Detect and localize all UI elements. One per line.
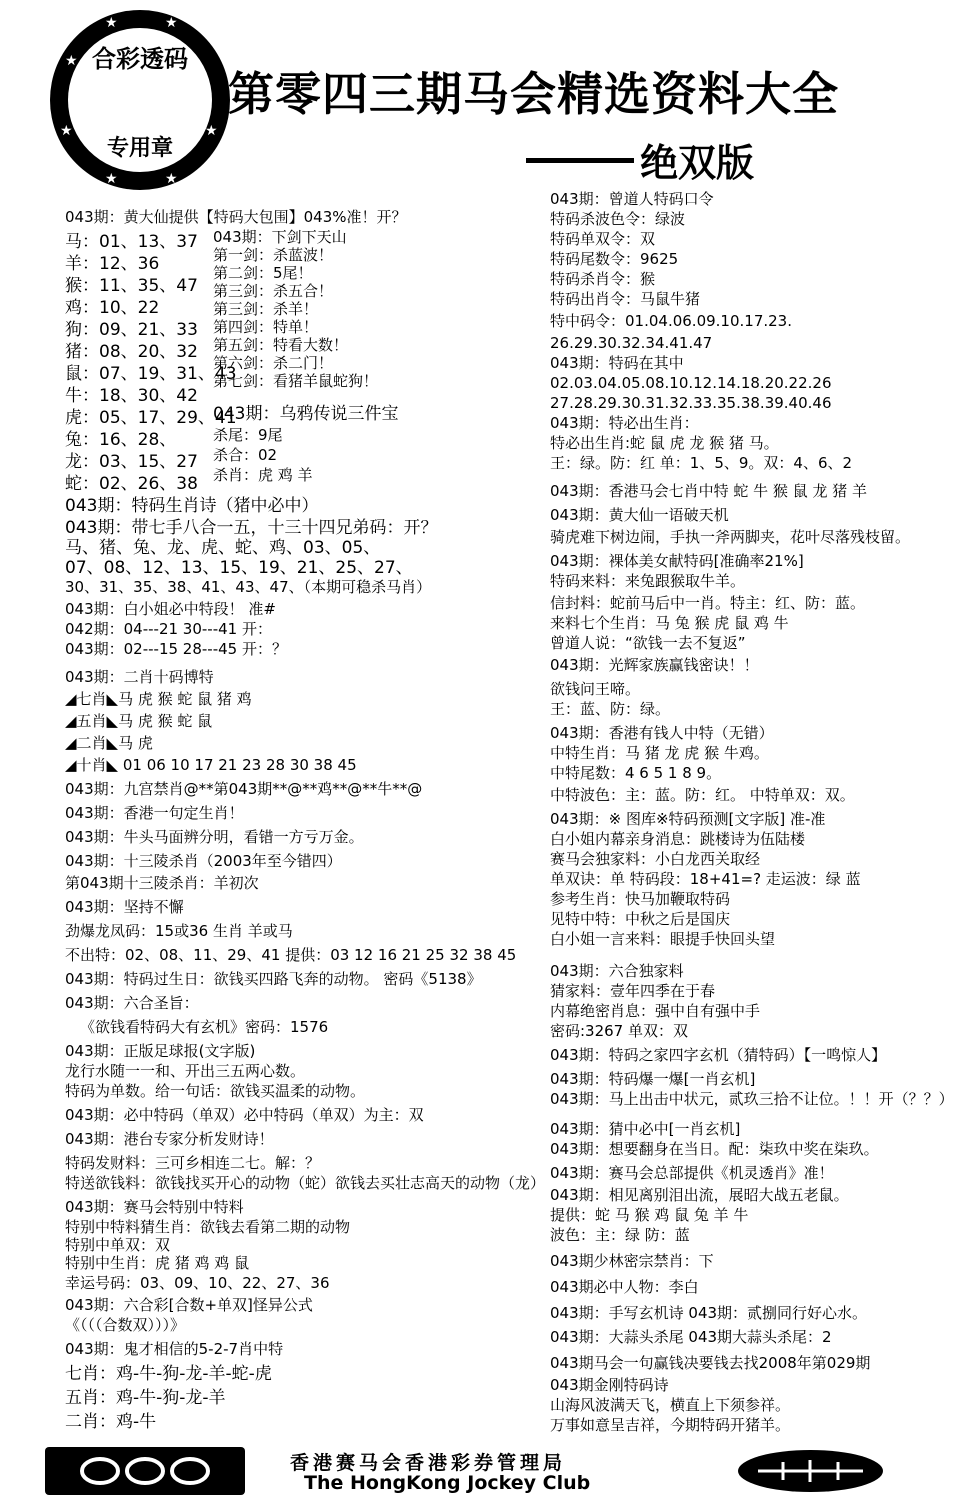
right-text-line: 密码:3267 单双：双 [550,1022,688,1040]
left-text-line: 《（（（合数双）））》 [65,1316,186,1334]
left-text-line: 特码发财料：三可乡相连二七。解：？ [65,1154,321,1172]
left-text-line: 鼠：07、19、31、43 [65,364,237,384]
left-text-line: 043期：九宫禁肖@**第043期**@**鸡**@**牛**@ [65,780,423,798]
left-text-line: ◢十肖◣ 01 06 10 17 21 23 28 30 38 45 [65,756,357,774]
page-subtitle: 绝双版 [640,141,755,185]
right-text-line: 特码杀波色令：绿波 [550,210,686,228]
right-text-line: 内幕绝密肖息：强中自有强中手 [550,1002,761,1020]
left-text-line: 043期：香港一句定生肖！ [65,804,244,822]
right-text-line: 万事如意呈吉祥，今期特码开猪羊。 [550,1416,791,1434]
left-text-line: 特别中特料猜生肖：欲钱去看第二期的动物 [65,1218,351,1236]
left-text-line: 特码为单数。给一句话：欲钱买温柔的动物。 [65,1082,366,1100]
left-text-line: 第五剑：特看大数！ [213,336,349,354]
left-text-line: 羊：12、36 [65,254,160,274]
left-text-line: 043期：六合圣旨： [65,994,199,1012]
right-text-line: 043期：※ 图库※特码预测[文字版] 准-准 [550,810,826,828]
right-text-line: 043期：香港有钱人中特（无错） [550,724,774,742]
seal-star: ★ [205,123,218,139]
left-text-line: 幸运号码：03、09、10、22、27、36 [65,1274,330,1292]
left-text-line: ◢五肖◣马 虎 猴 蛇 鼠 [65,712,213,730]
left-text-line: 特送欲钱料：欲钱找买开心的动物（蛇）欲钱去买壮志高天的动物（龙） [65,1174,546,1192]
left-text-line: 043期：赛马会特别中特料 [65,1198,244,1216]
right-text-line: 043期少林密宗禁肖：下 [550,1252,714,1270]
right-text-line: 043期：相见离别泪出流，展昭大战五老鼠。 [550,1186,849,1204]
right-text-line: 043期：猜中必中[一肖玄机] [550,1120,741,1138]
right-text-line: 特码尾数令：9625 [550,250,679,268]
left-text-line: 043期：十三陵杀肖（2003年至今错四） [65,852,342,870]
left-text-line: 劲爆龙凤码：15或36 生肖 羊或马 [65,922,293,940]
left-text-line: 特别中生肖：虎 猪 鸡 鸡 鼠 [65,1254,250,1272]
seal-bottom-text: 专用章 [106,135,174,161]
right-text-line: 043期：裸体美女献特码[准确率21%] [550,552,804,570]
right-text-line: 27.28.29.30.31.32.33.35.38.39.40.46 [550,394,832,412]
left-text-line: 30、31、35、38、41、43、47、（本期可稳杀马肖） [65,578,432,596]
seal-star: ★ [165,171,178,187]
right-text-line: 043期马会一句赢钱决要钱去找2008年第029期 [550,1354,871,1372]
left-text-line: 043期：02---15 28---45 开：？ [65,640,287,658]
right-text-line: 043期：特码在其中 [550,354,684,372]
left-text-line: 特别中单双：双 [65,1236,171,1254]
left-text-line: 043期：二肖十码博特 [65,668,214,686]
right-text-line: 赛马会独家料：小白龙西关取经 [550,850,761,868]
page-title: 第零四三期马会精选资料大全 [228,67,839,121]
footer-en-name: The HongKong Jockey Club [304,1472,591,1494]
right-text-line: 043期：赛马会总部提供《机灵透肖》准！ [550,1164,834,1182]
left-text-line: 猪：08、20、32 [65,342,198,362]
left-text-line: 043期：白小姐必中特段！ 准# [65,600,276,618]
left-text-line: 龙：03、15、27 [65,452,198,472]
left-text-line: ◢七肖◣马 虎 猴 蛇 鼠 猪 鸡 [65,690,252,708]
left-text-line: 五肖：鸡-牛-狗-龙-羊 [65,1388,226,1408]
left-text-line: 《欲钱看特码大有玄机》密码：1576 [80,1018,329,1036]
left-text-line: 马、猪、兔、龙、虎、蛇、鸡、03、05、 [65,538,381,558]
left-text-line: 第六剑：杀二门！ [213,354,334,372]
left-text-line: ◢二肖◣马 虎 [65,734,153,752]
right-text-line: 白小姐一言来料：眼提手快回头望 [550,930,776,948]
right-text-line: 特码杀肖令：猴 [550,270,656,288]
right-text-line: 曾道人说：“欲钱一去不复返” [550,634,746,652]
right-text-line: 043期：光辉家族赢钱密诀！！ [550,656,759,674]
right-text-line: 043期：曾道人特码口令 [550,190,714,208]
left-text-line: 第三剑：杀羊！ [213,300,319,318]
left-text-line: 第一剑：杀蓝波！ [213,246,334,264]
left-text-line: 杀肖：虎 鸡 羊 [213,466,313,484]
left-text-line: 兔：16、28、 [65,430,177,450]
right-text-line: 043期：香港马会七肖中特 蛇 牛 猴 鼠 龙 猪 羊 [550,482,868,500]
right-text-line: 王：蓝、防：绿。 [550,700,671,718]
right-text-line: 043期：特必出生肖： [550,414,699,432]
left-text-line: 043期：六合彩[合数+单双]怪异公式 [65,1296,313,1314]
left-text-line: 043期：黄大仙提供【特码大包围】043%准！开？ [65,208,407,226]
left-text-line: 虎：05、17、29、41 [65,408,237,428]
footer-cn-name: 香港赛马会香港彩券管理局 [290,1452,567,1474]
left-text-line: 043期：鬼才相信的5-2-7肖中特 [65,1340,284,1358]
jockey-club-logo-left [45,1447,245,1495]
right-text-line: 特码单双令：双 [550,230,656,248]
right-text-line: 26.29.30.32.34.41.47 [550,334,713,352]
left-text-line: 第四剑：特单！ [213,318,319,336]
left-text-line: 043期：特码生肖诗（猪中必中） [65,496,319,516]
right-text-line: 043期：手写玄机诗 043期：贰捌同行好心水。 [550,1304,868,1322]
seal-star: ★ [105,15,118,31]
right-text-line: 猜家料：壹年四季在于春 [550,982,716,1000]
right-text-line: 欲钱问王啼。 [550,680,641,698]
left-text-line: 第043期十三陵杀肖：羊初次 [65,874,259,892]
left-text-line: 鸡：10、22 [65,298,160,318]
left-text-line: 043期：特码过生日：欲钱买四路飞奔的动物。 密码《5138》 [65,970,482,988]
right-text-line: 提供：蛇 马 猴 鸡 鼠 兔 羊 牛 [550,1206,749,1224]
left-text-line: 第二剑：5尾！ [213,264,313,282]
right-text-line: 中特生肖：马 猪 龙 虎 猴 牛鸡。 [550,744,769,762]
right-text-line: 骑虎难下树边闹，手执一斧两脚夹，花叶尽落残枝留。 [550,528,911,546]
right-text-line: 特必出生肖:蛇 鼠 虎 龙 猴 猪 马。 [550,434,779,452]
left-text-line: 043期：必中特码（单双）必中特码（单双）为主：双 [65,1106,424,1124]
right-text-line: 043期：六合独家料 [550,962,684,980]
left-text-line: 猴：11、35、47 [65,276,198,296]
left-text-line: 蛇：02、26、38 [65,474,198,494]
left-text-line: 杀尾：9尾 [213,426,283,444]
right-text-line: 王：绿。防：红 单：1、5、9。双：4、6、2 [550,454,853,472]
left-text-line: 第三剑：杀五合！ [213,282,334,300]
left-text-line: 狗：09、21、33 [65,320,198,340]
left-text-line: 杀合：02 [213,446,278,464]
right-text-line: 来料七个生肖：马 兔 猴 虎 鼠 鸡 牛 [550,614,789,632]
left-text-line: 043期：下剑下天山 [213,228,347,246]
left-text-line: 043期：坚持不懈 [65,898,184,916]
right-text-line: 043期：想要翻身在当日。配：柒玖中奖在柒玖。 [550,1140,879,1158]
right-text-line: 见特中特：中秋之后是国庆 [550,910,731,928]
left-text-line: 第七剑：看猪羊鼠蛇狗！ [213,372,379,390]
left-text-line: 07、08、12、13、15、19、21、25、27、 [65,558,413,578]
right-text-line: 043期：特码之家四字玄机（猜特码）【一鸣惊人】 [550,1046,887,1064]
left-text-line: 七肖：鸡-牛-狗-龙-羊-蛇-虎 [65,1364,272,1384]
jockey-club-logo-right [738,1450,883,1492]
seal-star: ★ [65,53,78,69]
right-text-line: 043期：大蒜头杀尾 043期大蒜头杀尾：2 [550,1328,832,1346]
left-text-line: 043期：带七手八合一五，十三十四兄弟码：开？ [65,518,438,538]
right-text-line: 043期：特码爆一爆[一肖玄机] [550,1070,756,1088]
seal-stamp [45,5,235,195]
left-text-line: 龙行水随一一和、开出三五两心数。 [65,1062,306,1080]
left-text-line: 二肖：鸡-牛 [65,1412,157,1432]
right-text-line: 043期：黄大仙一语破天机 [550,506,729,524]
right-text-line: 特码来料：来兔跟猴取牛羊。 [550,572,746,590]
left-text-line: 043期：牛头马面辨分明，看错一方亏万金。 [65,828,364,846]
left-text-line: 043期：港台专家分析发财诗！ [65,1130,274,1148]
seal-star: ★ [60,123,73,139]
left-text-line: 042期：04---21 30---41 开： [65,620,272,638]
right-text-line: 特中码令：01.04.06.09.10.17.23. [550,312,792,330]
right-text-line: 043期金刚特码诗 [550,1376,669,1394]
right-text-line: 043期必中人物：李白 [550,1278,699,1296]
right-text-line: 单双诀：单 特码段：18+41=? 走运波：绿 蓝 [550,870,861,888]
right-text-line: 02.03.04.05.08.10.12.14.18.20.22.26 [550,374,832,392]
right-text-line: 中特波色：主：蓝。防：红。 中特单双：双。 [550,786,855,804]
seal-star: ★ [165,15,178,31]
right-text-line: 信封料：蛇前马后中一肖。特主：红、防：蓝。 [550,594,866,612]
right-text-line: 043期：马上出击中状元，贰玖三拾不让位。！！开（？？） [550,1090,954,1108]
subtitle-dash [526,158,634,163]
seal-star: ★ [105,171,118,187]
left-text-line: 043期：乌鸦传说三件宝 [213,404,399,424]
right-text-line: 白小姐内幕亲身消息：跳楼诗为伍陆楼 [550,830,806,848]
right-text-line: 参考生肖：快马加鞭取特码 [550,890,731,908]
left-text-line: 马：01、13、37 [65,232,198,252]
left-text-line: 不出特：02、08、11、29、41 提供：03 12 16 21 25 32 38 45 [65,946,517,964]
right-text-line: 山海风波满天飞，横直上下须参祥。 [550,1396,791,1414]
right-text-line: 特码出肖令：马鼠牛猪 [550,290,701,308]
left-text-line: 043期：正版足球报(文字版) [65,1042,256,1060]
right-text-line: 中特尾数：4 6 5 1 8 9。 [550,764,722,782]
left-text-line: 牛：18、30、42 [65,386,198,406]
seal-top-text: 合彩透码 [92,44,188,73]
right-text-line: 波色：主：绿 防：蓝 [550,1226,690,1244]
